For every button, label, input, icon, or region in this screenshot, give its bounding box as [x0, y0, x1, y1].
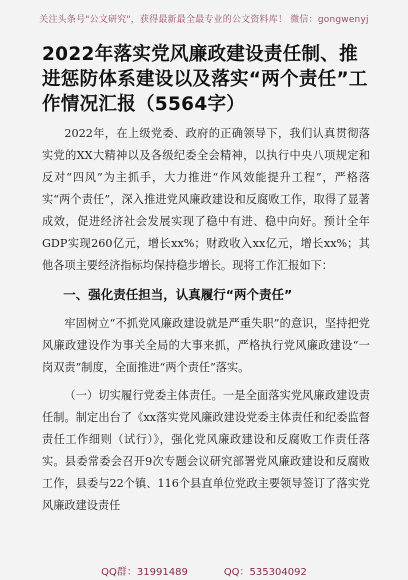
- intro-paragraph: 2022年，在上级党委、政府的正确领导下，我们认真贯彻落实党的XX大精神以及各级纪委全会精神，以执行中央八项规定和反对“四风”为主抓手，大力推进“作风效能提升工程”，严格落实“两个责任”，深入推进党风廉政建设和反腐败工作，取得了显著成效，促进经济社会发展实现了稳中有进、稳中向好。预计全年GDP实现260亿元，增长xx%；财政收入xx亿元，增长xx%；其他各项主要经济指标均保持稳步增长。现将工作汇报如下：: [42, 127, 370, 272]
- subsection-paragraph: （一）切实履行党委主体责任。一是全面落实党风廉政建设责任制。制定出台了《xx落实党风廉政建设党委主体责任和纪委监督责任工作细则（试行）》，强化党风廉政建设和反腐败工作责任落实。县委常委会召开9次专题会议研究部署党风廉政建设和反腐败工作，县委与22个镇、116个县直单位党政主要领导签订了落实党风廉政建设责任: [42, 389, 370, 512]
- document-title: 2022年落实党风廉政建设责任制、推进惩防体系建设以及落实“两个责任”工作情况汇报（5564字）: [42, 44, 368, 115]
- document-body: [42, 42, 370, 517]
- qq-text: QQ：535304092: [223, 566, 307, 578]
- qq-group-text: QQ群：31991489: [101, 566, 188, 578]
- header-banner: [0, 0, 408, 36]
- section-paragraph: 牢固树立“不抓党风廉政建设就是严重失职”的意识，坚持把党风廉政建设作为事关全局的大事来抓，严格执行党风廉政建设“一岗双责”制度，全面推进“两个责任”落实。: [42, 317, 370, 374]
- section-heading: 一、强化责任担当，认真履行“两个责任”: [63, 287, 293, 302]
- footer-contact: [0, 560, 408, 580]
- banner-text: 关注头条号"公文研究"，获得最新最全最专业的公文资料库！ 微信：gongwenyj: [39, 14, 369, 25]
